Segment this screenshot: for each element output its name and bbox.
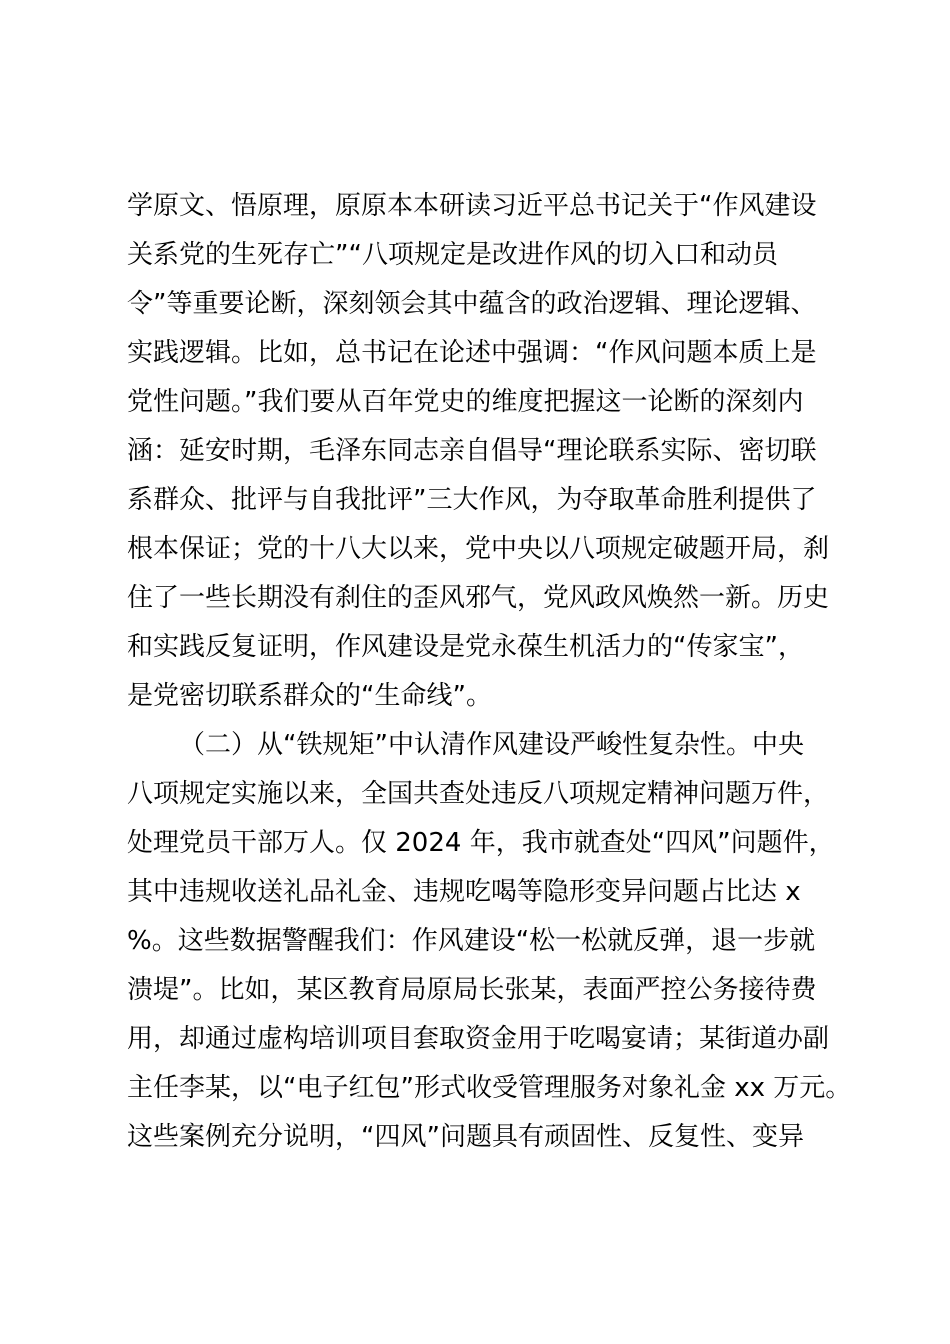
text-line: 令”等重要论断，深刻领会其中蕴含的政治逻辑、理论逻辑、 xyxy=(127,289,817,319)
text-line: 党性问题。”我们要从百年党史的维度把握这一论断的深刻内 xyxy=(127,387,804,417)
text-line: 实践逻辑。比如，总书记在论述中强调：“作风问题本质上是 xyxy=(127,338,817,368)
section-heading-line: （二）从“铁规矩”中认清作风建设严峻性复杂性。中央 xyxy=(179,730,804,760)
text-line: 是党密切联系群众的“生命线”。 xyxy=(127,681,492,711)
text-line: 用，却通过虚构培训项目套取资金用于吃喝宴请；某街道办副 xyxy=(127,1024,830,1054)
text-line: 这些案例充分说明，“四风”问题具有顽固性、反复性、变异 xyxy=(127,1122,804,1152)
text-line: 和实践反复证明，作风建设是党永葆生机活力的“传家宝”， xyxy=(127,632,804,662)
text-line: 住了一些长期没有刹住的歪风邪气，党风政风焕然一新。历史 xyxy=(127,583,830,613)
text-line: 其中违规收送礼品礼金、违规吃喝等隐形变异问题占比达 x xyxy=(127,877,801,907)
text-line: 涵：延安时期，毛泽东同志亲自倡导“理论联系实际、密切联 xyxy=(127,436,817,466)
text-line: 八项规定实施以来，全国共查处违反八项规定精神问题万件， xyxy=(127,779,830,809)
text-line: 系群众、批评与自我批评”三大作风，为夺取革命胜利提供了 xyxy=(127,485,817,515)
text-line: 学原文、悟原理，原原本本研读习近平总书记关于“作风建设 xyxy=(127,191,817,221)
text-line: %。这些数据警醒我们：作风建设“松一松就反弹，退一步就 xyxy=(127,926,816,956)
text-line: 关系党的生死存亡”“八项规定是改进作风的切入口和动员 xyxy=(127,240,778,270)
text-line: 溃堤”。比如，某区教育局原局长张某，表面严控公务接待费 xyxy=(127,975,817,1005)
body-text xyxy=(127,182,852,1162)
text-line: 根本保证；党的十八大以来，党中央以八项规定破题开局，刹 xyxy=(127,534,830,564)
text-line: 主任李某，以“电子红包”形式收受管理服务对象礼金 xx 万元。 xyxy=(127,1073,852,1103)
text-line: 处理党员干部万人。仅 2024 年，我市就查处“四风”问题件， xyxy=(127,828,835,858)
